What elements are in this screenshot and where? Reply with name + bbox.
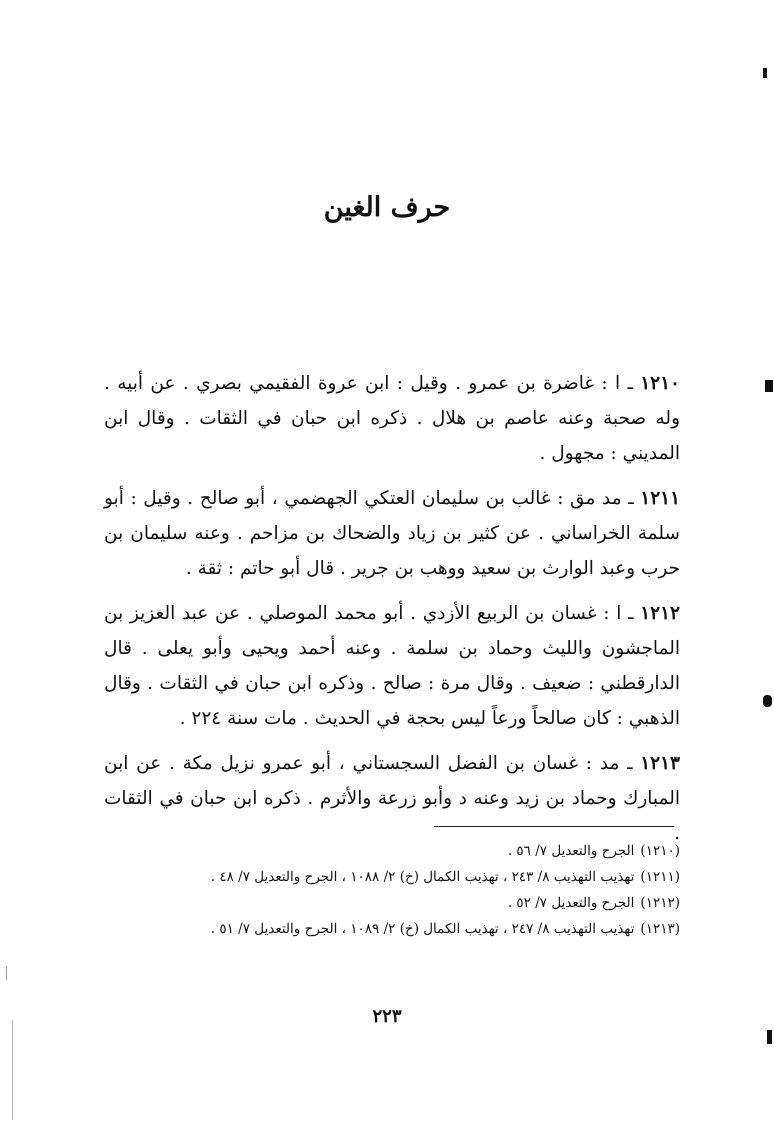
entry-1212	[104, 596, 680, 736]
entry-number: ١٢١١	[640, 488, 681, 509]
entry-1211	[104, 481, 680, 586]
scan-mark	[765, 380, 773, 392]
entries-list	[104, 366, 680, 861]
scan-mark	[6, 966, 7, 980]
scan-mark	[767, 1030, 772, 1044]
footnote-1210	[104, 838, 680, 864]
scan-mark	[763, 68, 767, 78]
entry-number: ١٢١٢	[640, 603, 680, 624]
entry-text: ـ مد مق : غالب بن سليمان العتكي الجهضمي ، أبو صالح . وقيل : أبو سلمة الخراساني . عن كثير بن زياد والضحاك بن مزاحم . وعنه سليمان بن حرب وعبد الوارث بن سعيد ووهب بن جرير . قال أبو حاتم : ثقة .	[104, 488, 680, 579]
footnote-1211	[104, 864, 680, 890]
entry-text: ـ ا : غسان بن الربيع الأزدي . أبو محمد الموصلي . عن عبد العزيز بن الماجشون والليث وحماد بن سلمة . وعنه أحمد ويحيى وأبو يعلى . قال الدارقطني : ضعيف . وقال مرة : صالح . وذكره ابن حبان في الثقات . وقال الذهبي : كان صالحاً ورعاً ليس بحجة في الحديث . مات سنة ٢٢٤ .	[104, 603, 680, 729]
entry-number: ١٢١٣	[640, 753, 680, 774]
footnote-text: الجرح والتعديل ٧/ ٥٦ .	[507, 843, 635, 859]
page-number: ٢٢٣	[372, 1006, 402, 1027]
entry-text: ـ مد : غسان بن الفضل السجستاني ، أبو عمرو نزيل مكة . عن ابن المبارك وحماد بن زيد وعنه د وأبو زرعة والأثرم . ذكره ابن حبان في الثقات .	[104, 753, 680, 844]
entry-number: ١٢١٠	[640, 373, 680, 394]
section-title: حرف الغين	[323, 192, 451, 223]
footnote-1213	[104, 916, 680, 942]
footnote-number: (١٢١٣)	[640, 921, 680, 937]
entry-1210	[104, 366, 680, 471]
footnote-divider	[434, 826, 674, 827]
entry-text: ـ ا : غاضرة بن عمرو . وقيل : ابن عروة الفقيمي بصري . عن أبيه . وله صحبة وعنه عاصم بن هلال . ذكره ابن حبان في الثقات . وقال ابن المديني : مجهول .	[104, 373, 680, 464]
footnote-text: تهذيب التهذيب ٨/ ٢٤٣ ، تهذيب الكمال (خ) ٢/ ١٠٨٨ ، الجرح والتعديل ٧/ ٤٨ .	[210, 869, 635, 885]
footnote-number: (١٢١٢)	[640, 895, 680, 911]
scan-mark	[763, 695, 772, 707]
footnote-text: الجرح والتعديل ٧/ ٥٢ .	[507, 895, 635, 911]
entry-1213	[104, 746, 680, 851]
footnotes	[104, 838, 680, 942]
footnote-number: (١٢١٠)	[640, 843, 680, 859]
footnote-text: تهذيب التهذيب ٨/ ٢٤٧ ، تهذيب الكمال (خ) ٢/ ١٠٨٩ ، الجرح والتعديل ٧/ ٥١ .	[210, 921, 635, 937]
footnote-number: (١٢١١)	[640, 869, 680, 885]
scan-mark	[12, 1020, 13, 1120]
footnote-1212	[104, 890, 680, 916]
